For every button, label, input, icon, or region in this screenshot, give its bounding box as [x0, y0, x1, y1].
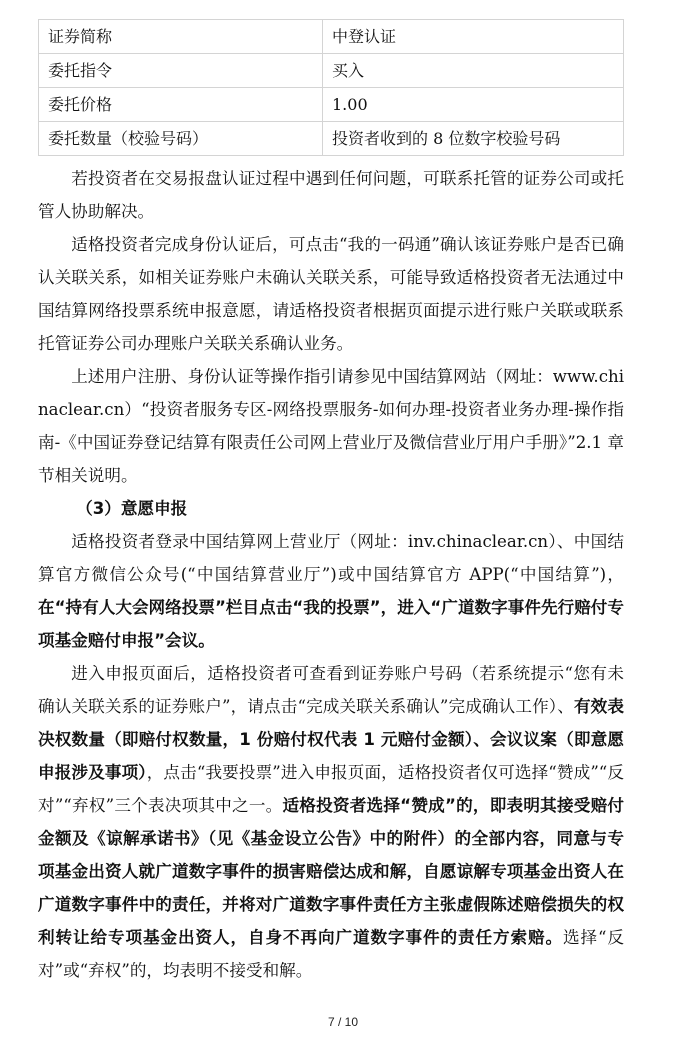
table-row [39, 54, 624, 88]
document-page [38, 19, 624, 987]
table-cell-label: 委托价格 [39, 88, 323, 122]
paragraph-support-contact: 若投资者在交易报盘认证过程中遇到任何问题，可联系托管的证券公司或托管人协助解决。 [38, 169, 624, 221]
paragraph-account-association: 适格投资者完成身份认证后，可点击“我的一码通”确认该证券账户是否已确认关联关系，如相关证券账户未确认关联关系，可能导致适格投资者无法通过中国结算网络投票系统申报意愿，请适格投资者根据页面提示进行账户关联或联系托管证券公司办理账户关联关系确认业务。 [38, 235, 624, 353]
table-cell-label: 证券简称 [39, 20, 323, 54]
table-row [39, 20, 624, 54]
table-cell-value: 投资者收到的 8 位数字校验号码 [323, 122, 624, 156]
login-instructions-text: 适格投资者登录中国结算网上营业厅（网址：inv.chinaclear.cn）、中国结算官方微信公众号(“中国结算营业厅”)或中国结算官方 APP(“中国结算”)， [38, 532, 624, 584]
paragraph-guide-reference: 上述用户注册、身份认证等操作指引请参见中国结算网站（网址：www.chinaclear.cn）“投资者服务专区-网络投票服务-如何办理-投资者业务办理-操作指南-《中国证券登记结算有限责任公司网上营业厅及微信营业厅用户手册》”2.1 章节相关说明。 [38, 367, 624, 485]
table-row [39, 88, 624, 122]
voting-emphasis-1: 有效表决权数量（即赔付权数量，1 份赔付权代表 1 元赔付金额）、会议议案（即意愿申报涉及事项） [38, 697, 624, 782]
order-info-table [38, 19, 624, 156]
section-heading-intent-declaration: （3）意愿申报 [76, 499, 188, 518]
table-cell-label: 委托指令 [39, 54, 323, 88]
table-cell-label: 委托数量（校验号码） [39, 122, 323, 156]
page-number: 7 / 10 [327, 1015, 359, 1029]
voting-text-2: ，点击“我要投票”进入申报页面，适格投资者仅可选择“赞成”“反对”“弃权”三个表决项其中之一。 [38, 763, 625, 815]
table-cell-value: 中登认证 [323, 20, 624, 54]
table-cell-value: 买入 [323, 54, 624, 88]
paragraph-login-instructions [38, 525, 624, 657]
voting-text-1: 进入申报页面后，适格投资者可查看到证券账户号码（若系统提示“您有未确认关联关系的证券账户”，请点击“完成关联关系确认”完成确认工作）、 [38, 664, 624, 716]
voting-text-3: 选择“反对”或“弃权”的，均表明不接受和解。 [38, 928, 625, 980]
table-cell-value: 1.00 [323, 88, 624, 122]
table-row [39, 122, 624, 156]
voting-emphasis-2: 适格投资者选择“赞成”的，即表明其接受赔付金额及《谅解承诺书》（见《基金设立公告》中的附件）的全部内容，同意与专项基金出资人就广道数字事件的损害赔偿达成和解，自愿谅解专项基金出资人在广道数字事件中的责任，并将对广道数字事件责任方主张虚假陈述赔偿损失的权利转让给专项基金出资人，自身不再向广道数字事件的责任方索赔。 [38, 796, 624, 947]
paragraph-voting-instructions [38, 657, 624, 987]
login-instructions-emphasis: 在“持有人大会网络投票”栏目点击“我的投票”，进入“广道数字事件先行赔付专项基金赔付申报”会议。 [38, 598, 624, 650]
